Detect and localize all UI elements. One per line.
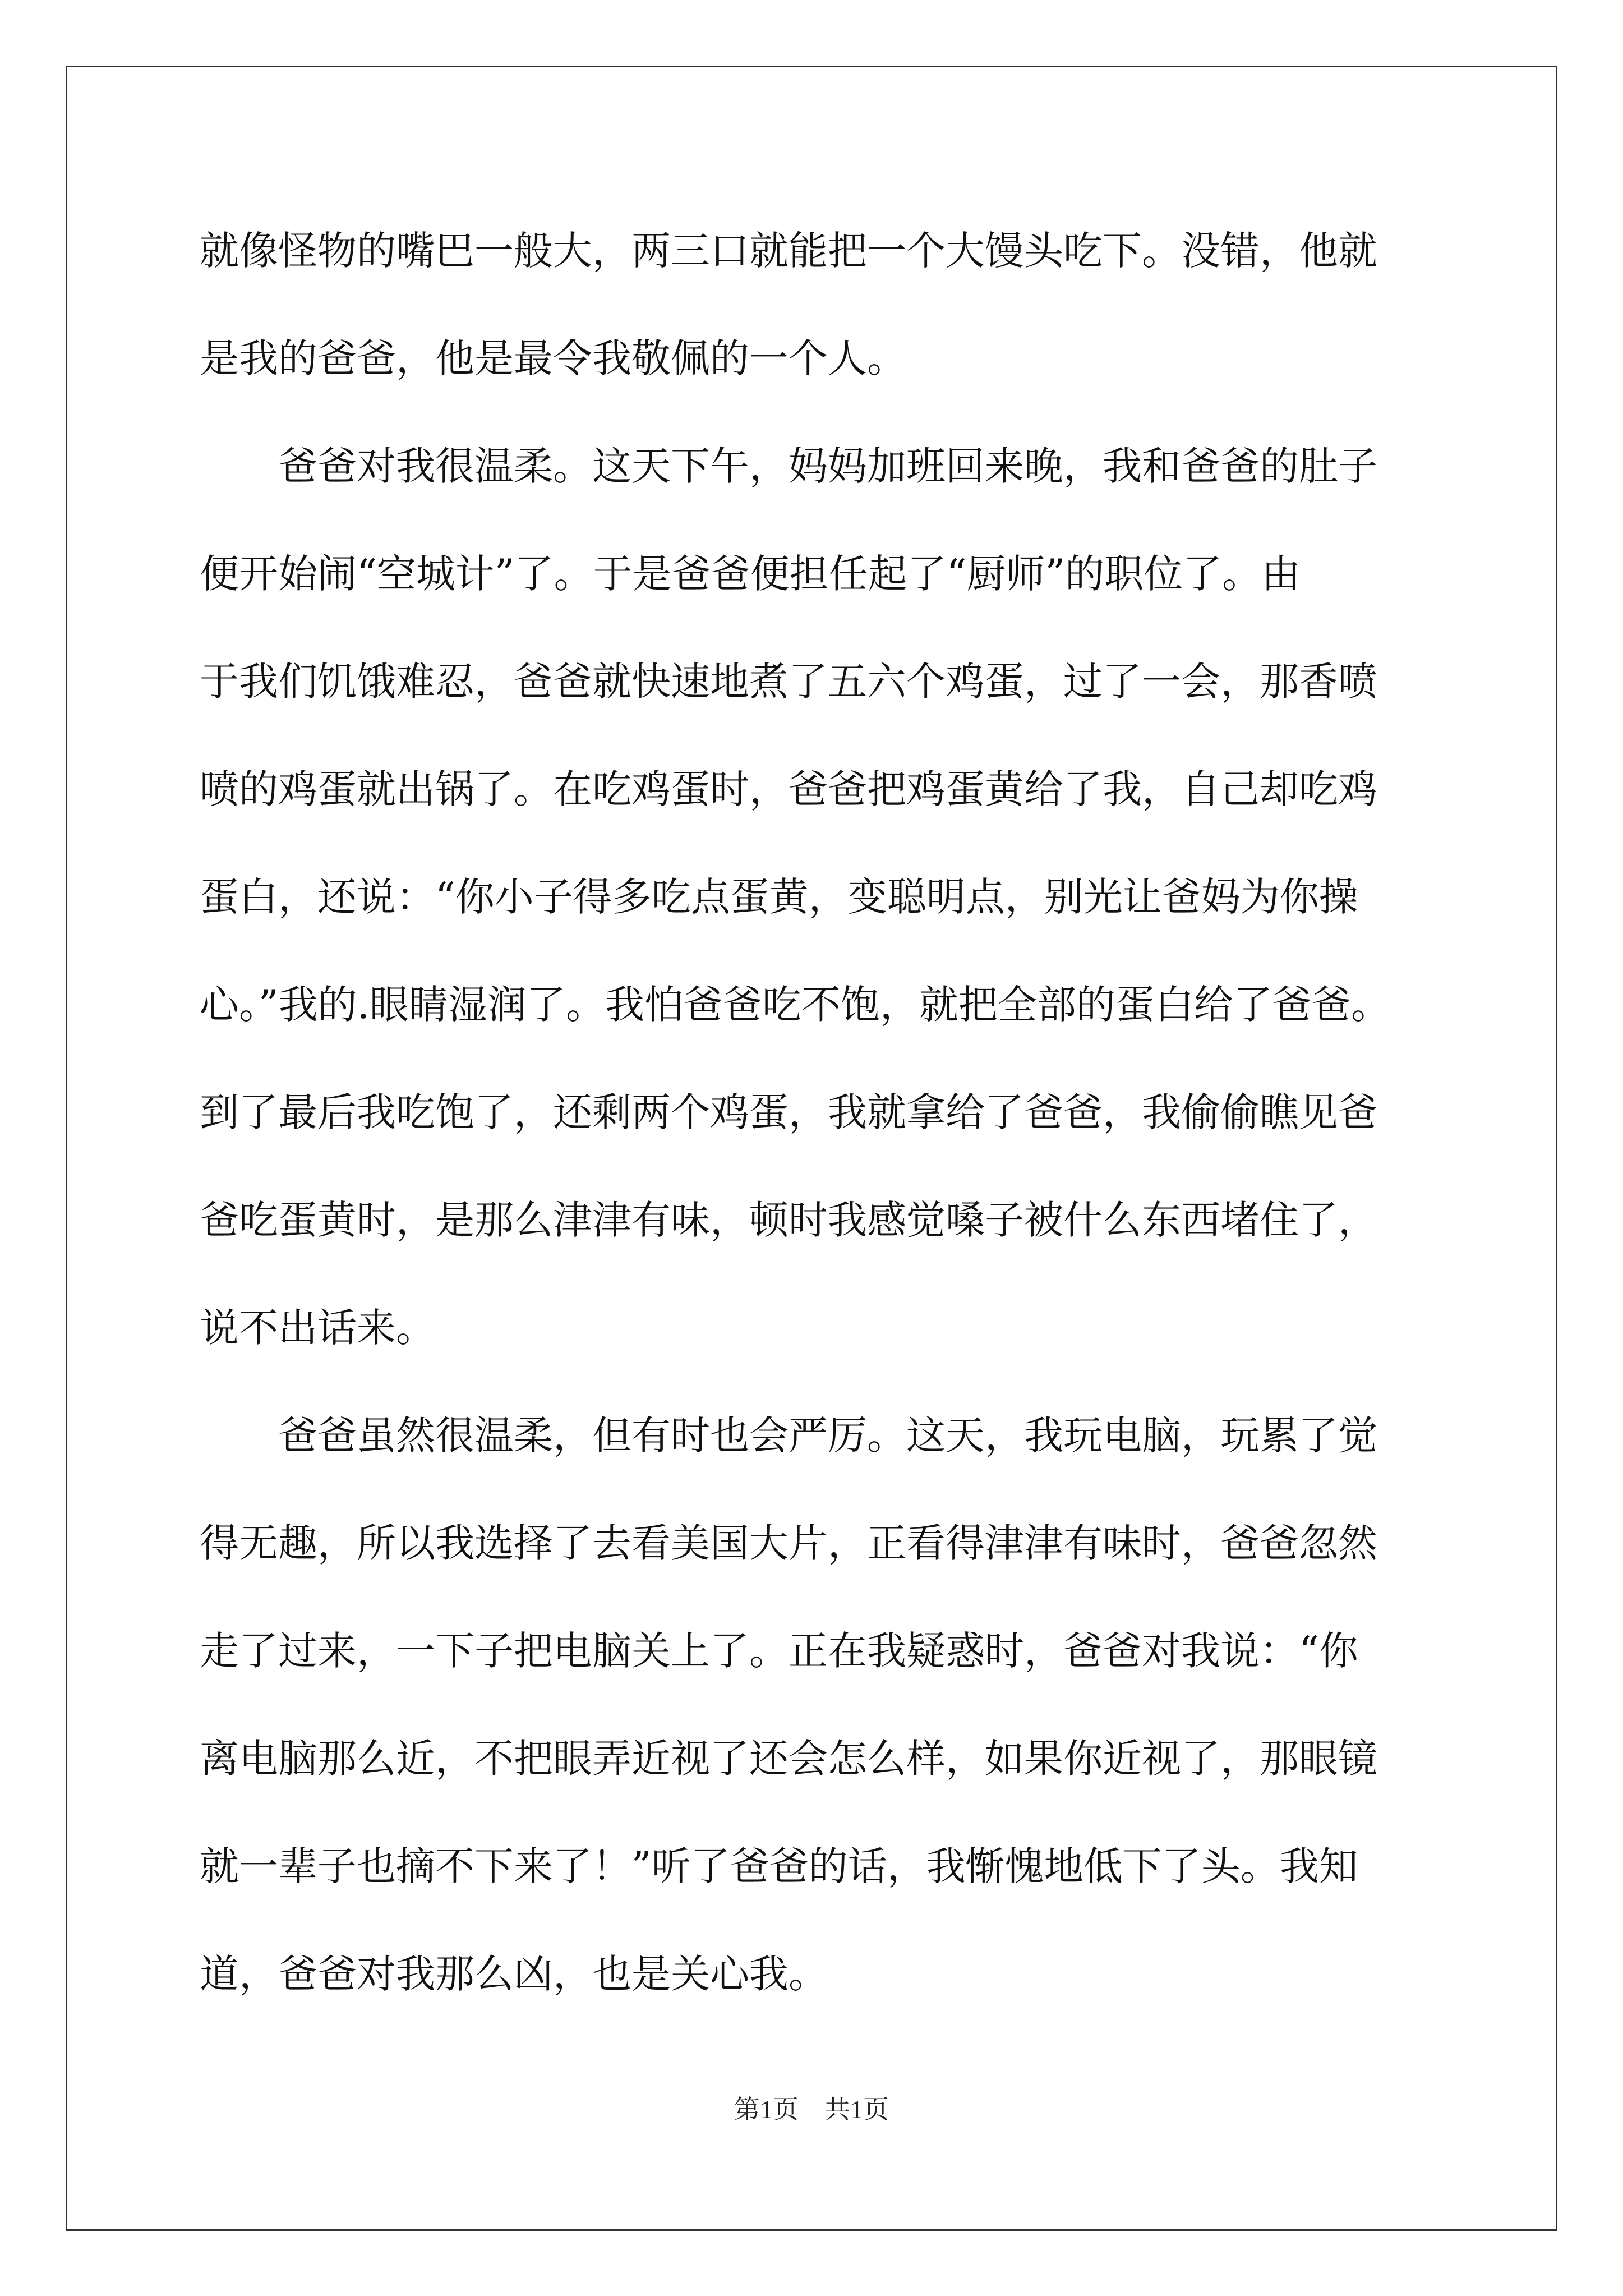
text-line: 到了最后我吃饱了，还剩两个鸡蛋，我就拿给了爸爸，我偷偷瞧见爸 [200,1089,1377,1135]
text-line: 爸吃蛋黄时，是那么津津有味，顿时我感觉嗓子被什么东西堵住了， [200,1197,1377,1243]
text-line: 于我们饥饿难忍，爸爸就快速地煮了五六个鸡蛋，过了一会，那香喷 [200,659,1377,705]
page-number-footer: 第1页 共1页 [734,2095,889,2124]
text-line: 离电脑那么近，不把眼弄近视了还会怎么样，如果你近视了，那眼镜 [200,1736,1377,1782]
text-line: 是我的爸爸，他是最令我敬佩的一个人。 [200,335,906,381]
text-line: 便开始闹“空城计”了。于是爸爸便担任起了“厨师”的职位了。由 [200,551,1301,597]
text-line: 爸爸虽然很温柔，但有时也会严厉。这天，我玩电脑，玩累了觉 [200,1412,1377,1458]
text-line: 爸爸对我很温柔。这天下午，妈妈加班回来晚，我和爸爸的肚子 [200,443,1377,489]
text-line: 就像怪物的嘴巴一般大，两三口就能把一个大馒头吃下。没错，他就 [200,228,1377,274]
text-line: 心。”我的.眼睛湿润了。我怕爸爸吃不饱，就把全部的蛋白给了爸爸。 [200,982,1391,1028]
text-line: 得无趣，所以我选择了去看美国大片，正看得津津有味时，爸爸忽然 [200,1520,1377,1566]
document-body [200,220,1428,2051]
text-line: 就一辈子也摘不下来了！”听了爸爸的话，我惭愧地低下了头。我知 [200,1843,1358,1889]
text-line: 喷的鸡蛋就出锅了。在吃鸡蛋时，爸爸把鸡蛋黄给了我，自己却吃鸡 [200,766,1377,812]
text-line: 说不出话来。 [200,1305,435,1351]
text-line: 道，爸爸对我那么凶，也是关心我。 [200,1951,828,1997]
text-line: 走了过来，一下子把电脑关上了。正在我疑惑时，爸爸对我说：“你 [200,1628,1358,1674]
text-line: 蛋白，还说：“你小子得多吃点蛋黄，变聪明点，别光让爸妈为你操 [200,874,1358,920]
